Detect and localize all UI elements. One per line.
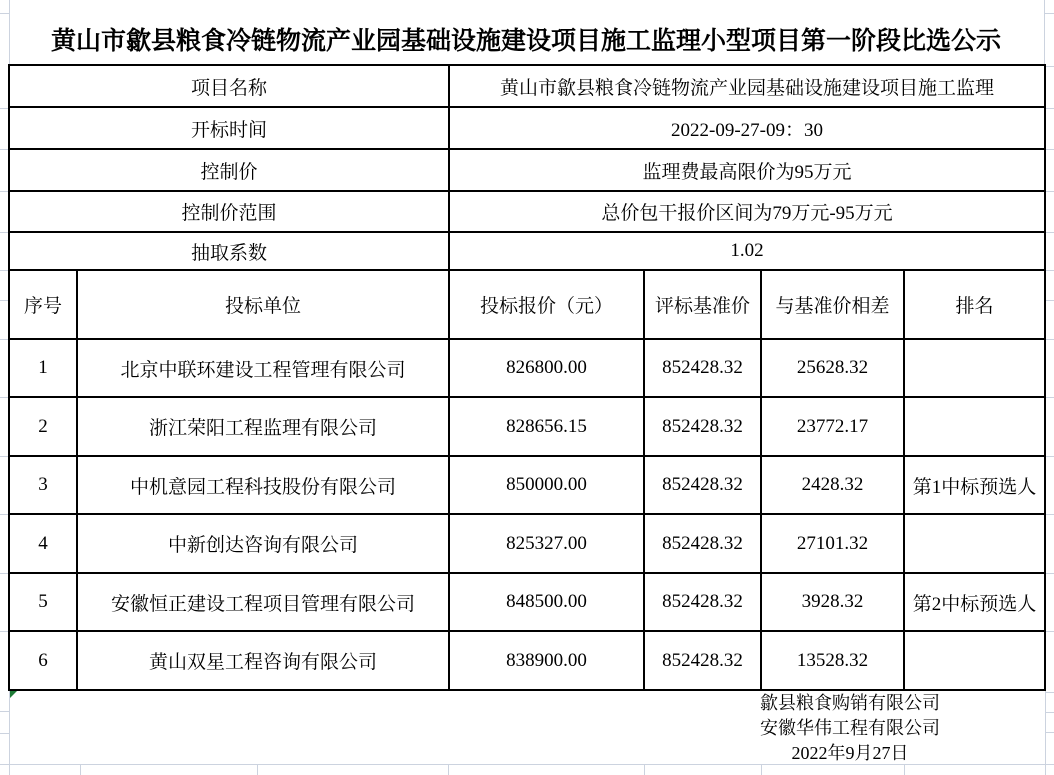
gridline <box>0 711 9 712</box>
info-row-open-time <box>9 107 1045 149</box>
gridline <box>9 690 10 775</box>
cell-benchmark: 852428.32 <box>644 514 761 573</box>
cell-price: 838900.00 <box>449 631 644 690</box>
info-value: 2022-09-27-09：30 <box>449 107 1045 149</box>
signature-company-1: 歙县粮食购销有限公司 <box>760 693 940 713</box>
cell-seq: 4 <box>9 514 77 573</box>
gridline <box>80 764 81 775</box>
gridline <box>1044 0 1045 65</box>
bid-announcement-table <box>8 64 1046 691</box>
cell-benchmark: 852428.32 <box>644 456 761 514</box>
info-label: 开标时间 <box>9 107 449 149</box>
signature-company-2: 安徽华伟工程有限公司 <box>760 718 940 738</box>
cell-seq: 1 <box>9 339 77 397</box>
cell-bidder: 黄山双星工程咨询有限公司 <box>77 631 449 690</box>
gridline <box>1045 149 1054 150</box>
table-row <box>9 397 1045 456</box>
gridline <box>1045 631 1054 632</box>
cell-seq: 5 <box>9 573 77 631</box>
signature-block <box>650 691 1050 766</box>
cell-price: 826800.00 <box>449 339 644 397</box>
cell-rank <box>904 514 1045 573</box>
info-label: 控制价范围 <box>9 191 449 232</box>
cell-rank: 第1中标预选人 <box>904 456 1045 514</box>
cell-benchmark: 852428.32 <box>644 339 761 397</box>
info-label: 抽取系数 <box>9 232 449 270</box>
page-title: 黄山市歙县粮食冷链物流产业园基础设施建设项目施工监理小型项目第一阶段比选公示 <box>50 28 1001 55</box>
cell-benchmark: 852428.32 <box>644 573 761 631</box>
cell-rank <box>904 631 1045 690</box>
cell-diff: 2428.32 <box>761 456 904 514</box>
table-row <box>9 573 1045 631</box>
info-value: 总价包干报价区间为79万元-95万元 <box>449 191 1045 232</box>
table-row <box>9 631 1045 690</box>
cell-rank: 第2中标预选人 <box>904 573 1045 631</box>
gridline <box>1045 300 1054 301</box>
signature-date: 2022年9月27日 <box>791 743 909 763</box>
cell-bidder: 中新创达咨询有限公司 <box>77 514 449 573</box>
cell-seq: 2 <box>9 397 77 456</box>
info-row-coefficient <box>9 232 1045 270</box>
info-row-price-range <box>9 191 1045 232</box>
gridline <box>1045 397 1054 398</box>
cell-price: 828656.15 <box>449 397 644 456</box>
cell-benchmark: 852428.32 <box>644 397 761 456</box>
table-row <box>9 514 1045 573</box>
gridline <box>448 764 449 775</box>
gridline <box>0 13 9 14</box>
col-header-benchmark: 评标基准价 <box>644 270 761 339</box>
cell-diff: 23772.17 <box>761 397 904 456</box>
table-row <box>9 456 1045 514</box>
gridline <box>1045 232 1054 233</box>
gridline <box>1045 339 1054 340</box>
cell-diff: 27101.32 <box>761 514 904 573</box>
gridline <box>644 764 645 775</box>
info-value: 黄山市歙县粮食冷链物流产业园基础设施建设项目施工监理 <box>449 65 1045 107</box>
info-value: 监理费最高限价为95万元 <box>449 149 1045 191</box>
cell-seq: 6 <box>9 631 77 690</box>
gridline <box>1045 13 1054 14</box>
gridline <box>1045 191 1054 192</box>
col-header-diff: 与基准价相差 <box>761 270 904 339</box>
bid-table-header-row <box>9 270 1045 339</box>
cell-bidder: 中机意园工程科技股份有限公司 <box>77 456 449 514</box>
info-label: 控制价 <box>9 149 449 191</box>
gridline <box>257 764 258 775</box>
cell-price: 848500.00 <box>449 573 644 631</box>
cell-bidder: 北京中联环建设工程管理有限公司 <box>77 339 449 397</box>
info-label: 项目名称 <box>9 65 449 107</box>
cell-price: 825327.00 <box>449 514 644 573</box>
col-header-rank: 排名 <box>904 270 1045 339</box>
cell-seq: 3 <box>9 456 77 514</box>
cell-price: 850000.00 <box>449 456 644 514</box>
gridline <box>0 733 9 734</box>
gridline <box>1045 573 1054 574</box>
info-value: 1.02 <box>449 232 1045 270</box>
col-header-price: 投标报价（元） <box>449 270 644 339</box>
gridline <box>1045 66 1054 67</box>
cell-benchmark: 852428.32 <box>644 631 761 690</box>
cell-error-indicator-triangle <box>10 691 17 698</box>
info-row-control-price <box>9 149 1045 191</box>
cell-rank <box>904 397 1045 456</box>
cell-bidder: 浙江荣阳工程监理有限公司 <box>77 397 449 456</box>
cell-bidder: 安徽恒正建设工程项目管理有限公司 <box>77 573 449 631</box>
table-row <box>9 339 1045 397</box>
col-header-bidder: 投标单位 <box>77 270 449 339</box>
col-header-seq: 序号 <box>9 270 77 339</box>
gridline <box>1045 514 1054 515</box>
gridline <box>1045 456 1054 457</box>
gridline <box>1045 108 1054 109</box>
gridline <box>1045 270 1054 271</box>
cell-diff: 13528.32 <box>761 631 904 690</box>
info-row-project-name <box>9 65 1045 107</box>
cell-diff: 3928.32 <box>761 573 904 631</box>
cell-rank <box>904 339 1045 397</box>
cell-diff: 25628.32 <box>761 339 904 397</box>
